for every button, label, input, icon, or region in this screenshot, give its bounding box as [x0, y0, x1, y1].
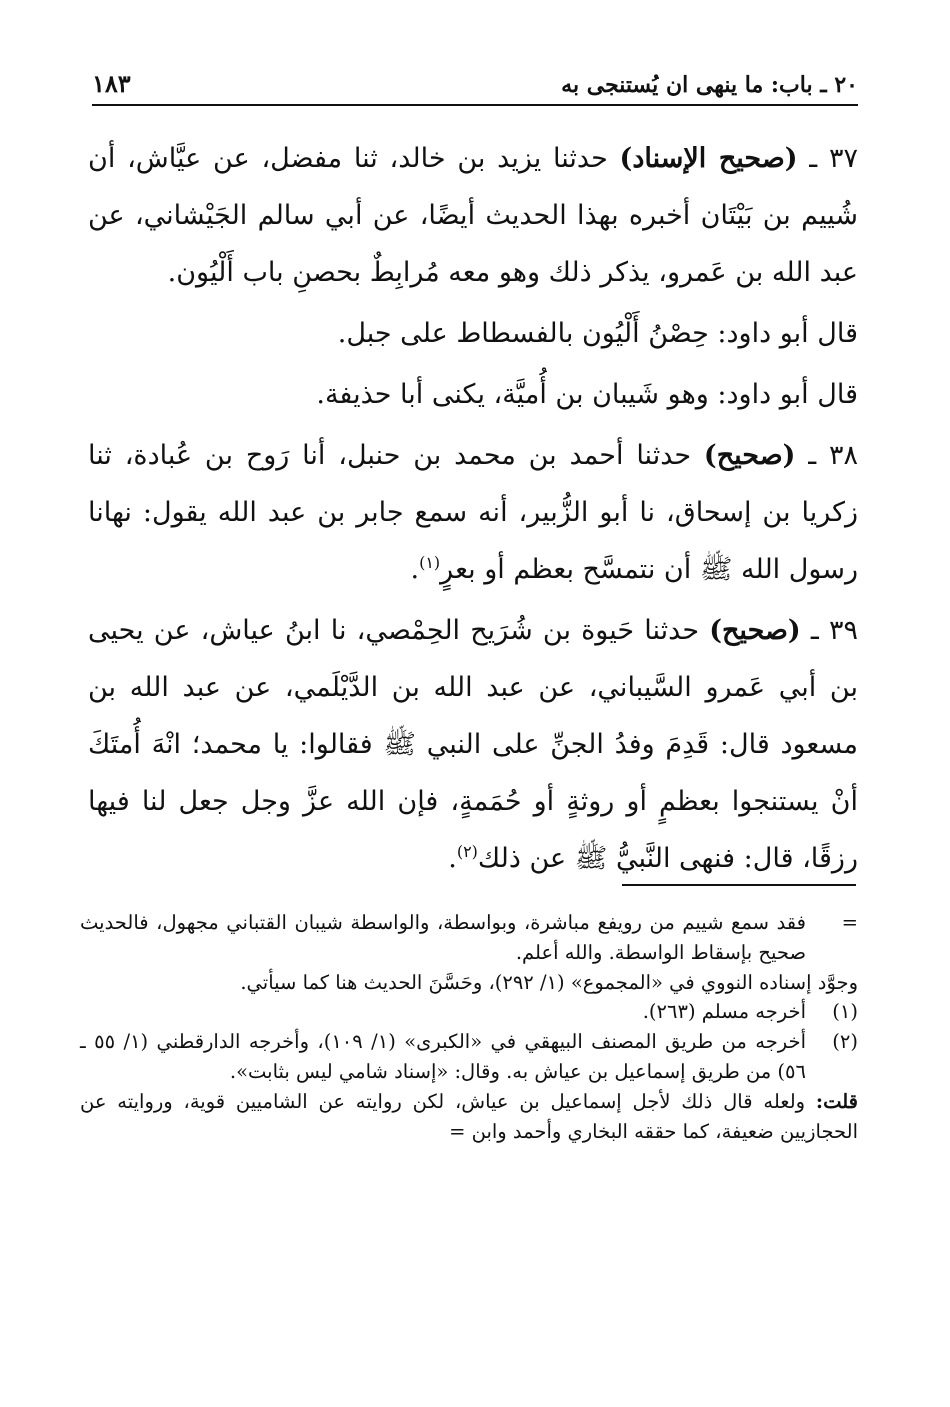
abu-dawud-note-1: قال أبو داود: حِصْنُ أَلْيُون بالفسطاط على جبل. — [337, 318, 858, 349]
hadith-text: حدثنا يزيد بن خالد، ثنا مفضل، عن عيَّاش، أن شُييم بن بَيْتَان أخبره بهذا الحديث أيضًا، عن أبي سالم الجَيْشاني، عن عبد الله بن عَمرو، يذكر ذلك وهو معه مُرابِطٌ بحصنِ باب أَلْيُون. — [88, 143, 858, 288]
hadith-grade: (صحيح) — [709, 615, 801, 646]
continuation-marker: = — [841, 911, 858, 934]
footnote-text: أخرجه مسلم (٢٦٣). — [642, 1000, 806, 1024]
hadith-number: ٣٨ ـ — [795, 440, 858, 471]
qultu-label: قلت: — [815, 1089, 858, 1113]
hadith-number: ٣٧ ـ — [797, 143, 858, 174]
hadith-end: . — [410, 554, 420, 585]
running-header — [92, 52, 858, 106]
hadith-37 — [88, 130, 858, 301]
chapter-title: ٢٠ ـ باب: ما ينهى ان يُستنجى به — [561, 72, 858, 98]
footnote-continuation — [80, 908, 858, 968]
continuation-text: فقد سمع شييم من رويفع مباشرة، وبواسطة، والواسطة شيبان القتباني مجهول، فالحديث صحيح بإسقاط الواسطة. والله أعلم. — [80, 911, 806, 964]
footnote-1 — [80, 997, 858, 1027]
qultu-text: ولعله قال ذلك لأجل إسماعيل بن عياش، لكن روايته عن الشاميين قوية، وروايته عن الحجازيين ضعيفة، كما حققه البخاري وأحمد وابن = — [80, 1089, 858, 1143]
hadith-grade: (صحيح) — [703, 440, 796, 471]
hadith-grade: (صحيح الإسناد) — [619, 143, 798, 174]
footnote-marker: (٢) — [832, 1030, 858, 1054]
footnote-ref: (١) — [419, 553, 441, 572]
hadith-39 — [88, 602, 858, 887]
footnote-marker: (١) — [832, 1000, 858, 1024]
nawawi-note: وجوَّد إسناده النووي في «المجموع» (١/ ٢٩٢)، وحَسَّنَ الحديث هنا كما سيأتي. — [240, 970, 858, 994]
qultu-note — [80, 1087, 858, 1147]
footnote-divider — [622, 884, 856, 886]
abu-dawud-note-2: قال أبو داود: وهو شَيبان بن أُميَّة، يكنى أبا حذيفة. — [316, 379, 858, 410]
hadith-38 — [88, 427, 858, 598]
hadith-text: حدثنا أحمد بن محمد بن حنبل، أنا رَوح بن عُبادة، ثنا زكريا بن إسحاق، نا أبو الزُّبير، أنه سمع جابر بن عبد الله يقول: نهانا رسول الله ﷺ أن نتمسَّح بعظم أو بعرٍ — [88, 440, 858, 585]
hadith-number: ٣٩ ـ — [800, 615, 859, 646]
hadith-end: . — [448, 843, 457, 874]
footnote-ref: (٢) — [456, 842, 478, 861]
page-number: ١٨٣ — [92, 69, 131, 98]
footnotes — [80, 908, 858, 1146]
hadith-text: حدثنا حَيوة بن شُرَيح الحِمْصي، نا ابنُ عياش، عن يحيى بن أبي عَمرو السَّيباني، عن عبد الله بن الدَّيْلَمي، عن عبد الله بن مسعود قال: قَدِمَ وفدُ الجنِّ على النبي ﷺ فقالوا: يا محمد؛ انْهَ أُمتَكَ أنْ يستنجوا بعظمٍ أو روثةٍ أو حُمَمةٍ، فإن الله عزَّ وجل جعل لنا فيها رزقًا، قال: فنهى النَّبيُّ ﷺ عن ذلك — [88, 615, 858, 874]
footnote-2 — [80, 1027, 858, 1087]
main-text — [88, 130, 858, 891]
footnote-text: أخرجه من طريق المصنف البيهقي في «الكبرى» (١/ ١٠٩)، وأخرجه الدارقطني (١/ ٥٥ ـ ٥٦) من طريق إسماعيل بن عياش به. وقال: «إسناد شامي ليس بثابت». — [80, 1030, 806, 1083]
